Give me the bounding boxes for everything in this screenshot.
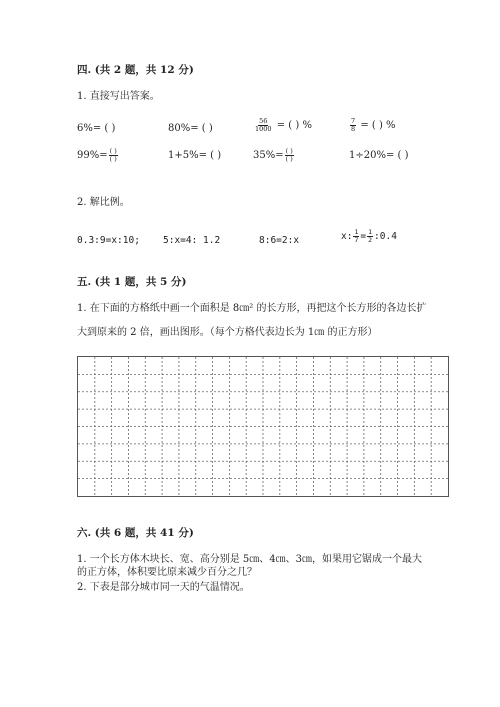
question-4-2-label: 2. 解比例。 (77, 197, 130, 208)
calc-item-5: 99%= $\frac{( )}{( )}$ (77, 147, 117, 163)
calc-item-1: 6%= ( ) (77, 123, 116, 134)
answer-fraction: $\frac{( )}{( )}$ (109, 147, 117, 163)
calc-item-7: 35%= $\frac{( )}{( )}$ (253, 147, 293, 163)
fraction: $\frac{7}{8}$ (351, 117, 356, 133)
calc-item-4: $\frac{7}{8}$ = ( ) % (351, 117, 396, 133)
proportion-3: 8:6=2:x (259, 235, 300, 246)
calc-item-3: $\frac{56}{1000}$ = ( ) % (255, 117, 312, 133)
answer-fraction: $\frac{( )}{( )}$ (285, 147, 293, 163)
calc-item-6: 1+5%= ( ) (168, 150, 222, 161)
question-4-1-label: 1. 直接写出答案。 (77, 91, 160, 102)
proportion-4: x: $\frac{1}{7}$ = $\frac{1}{2}$ :0.4 (341, 228, 397, 244)
proportion-2: 5:x=4: 1.2 (163, 235, 221, 246)
calc-item-2: 80%= ( ) (168, 123, 213, 134)
grid-lines (78, 357, 448, 496)
section-6-title: 六. (共 6 题，共 41 分) (77, 527, 194, 539)
calc-item-8: 1÷20%= ( ) (349, 150, 409, 161)
fraction: $\frac{1}{2}$ (368, 228, 373, 244)
section-5-title: 五. (共 1 题，共 5 分) (77, 276, 187, 288)
fraction: $\frac{1}{7}$ (354, 228, 359, 244)
section-4-title: 四. (共 2 题，共 12 分) (77, 64, 194, 76)
fraction: $\frac{56}{1000}$ (255, 117, 272, 133)
question-6-1-line2: 的正方体，体积要比原来减少百分之几？ (77, 567, 257, 578)
question-5-1-line1: 1. 在下面的方格纸中画一个面积是 8㎝² 的长方形，再把这个长方形的各边长扩 (77, 303, 427, 314)
proportion-1: 0.3:9=x:10; (77, 235, 140, 246)
grid-paper[interactable] (77, 356, 449, 497)
question-5-1-line2: 大到原来的 2 倍，画出图形。（每个方格代表边长为 1㎝ 的正方形） (77, 327, 378, 338)
question-6-2: 2. 下表是部分城市同一天的气温情况。 (77, 582, 250, 593)
question-6-1-line1: 1. 一个长方体木块长、宽、高分别是 5㎝、4㎝、3㎝，如果用它锯成一个最大 (77, 554, 422, 565)
